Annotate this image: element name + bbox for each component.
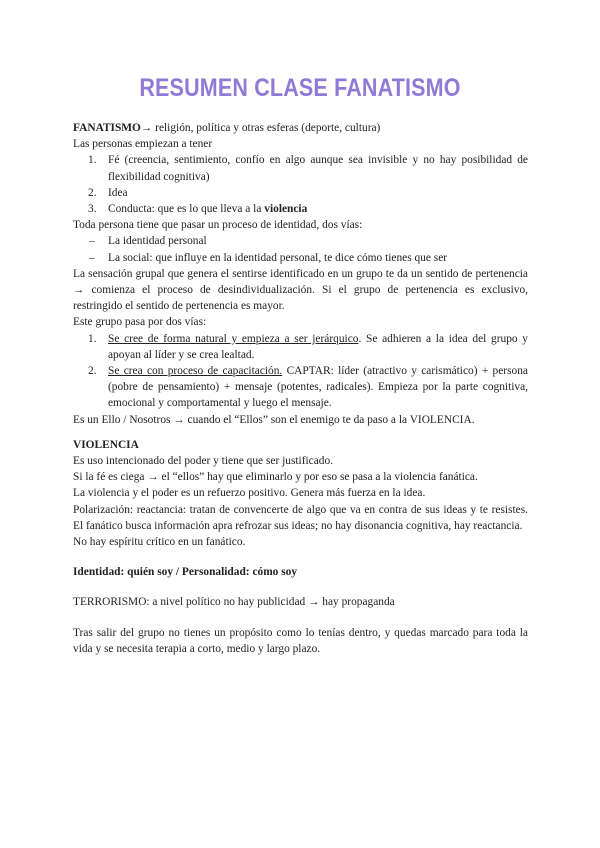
- violencia-heading: [73, 437, 528, 453]
- ello-line: Es un Ello / Nosotros → cuando el “Ellos” son el enemigo te da paso a la VIOLENCIA.: [73, 413, 475, 426]
- list-item: [73, 201, 528, 217]
- violencia-line: Si la fé es ciega → el “ellos” hay que eliminarlo y por eso se pasa a la violencia fanática.: [73, 471, 478, 484]
- terrorism-line: TERRORISMO: a nivel político no hay publicidad → hay propaganda: [73, 596, 395, 609]
- fanatism-list: [73, 152, 528, 217]
- list-number: 2.: [88, 186, 97, 199]
- list-item: [73, 185, 528, 201]
- list-text-underlined: Se cree de forma natural y empieza a ser jerárquico: [108, 332, 359, 345]
- list-item: – La social: que influye en la identidad personal, te dice cómo tienes que ser: [89, 251, 448, 264]
- page-title: RESUMEN CLASE FANATISMO: [139, 74, 461, 102]
- identity-personality-text: Identidad: quién soy / Personalidad: cómo soy: [73, 566, 298, 579]
- list-text: . Se adhieren a la idea del grupo y apoyan al líder y se crea lealtad.: [108, 332, 528, 361]
- list-item: – La identidad personal: [89, 235, 207, 248]
- list-number: 2.: [88, 365, 97, 378]
- fanatismo-term: FANATISMO: [73, 122, 141, 134]
- list-text: Conducta: que es lo que lleva a la: [108, 203, 265, 216]
- violencia-line: Es uso intencionado del poder y tiene que ser justificado.: [73, 455, 334, 468]
- list-number: 1.: [88, 332, 97, 345]
- identity-line: Toda persona tiene que pasar un proceso de identidad, dos vías:: [73, 219, 363, 232]
- polarization-paragraph: Polarización: reactancia: tratan de convencerte de algo que va en contra de sus ideas y te resistes. El fanático busca información apra refrozar sus ideas; no hay disonancia cognitiva, hay reactancia.: [73, 503, 528, 532]
- identity-personality-line: [73, 564, 528, 580]
- violencia-last-line: No hay espíritu crítico en un fanático.: [73, 536, 246, 549]
- fanatismo-definition: → religión, política y otras esferas (deporte, cultura): [140, 122, 381, 134]
- violencia-line: La violencia y el poder es un refuerzo positivo. Genera más fuerza en la idea.: [73, 487, 426, 500]
- list-number: 3.: [88, 203, 97, 216]
- list-item: [73, 331, 528, 363]
- violencia-heading-text: VIOLENCIA: [73, 438, 139, 451]
- group-line: Este grupo pasa por dos vías:: [73, 316, 207, 329]
- identity-list: [73, 233, 528, 265]
- group-list: [73, 331, 528, 412]
- list-text-underlined: Se crea con proceso de capacitación.: [108, 365, 283, 378]
- final-paragraph: Tras salir del grupo no tienes un propósito como lo tenías dentro, y quedas marcado para toda la vida y se necesita terapia a corto, medio y largo plazo.: [73, 626, 528, 655]
- list-text-bold: violencia: [264, 203, 308, 216]
- list-text: Fé (creencia, sentimiento, confío en algo aunque sea invisible y no hay posibilidad de flexibilidad cognitiva): [108, 154, 528, 183]
- list-item: [73, 152, 528, 184]
- list-number: 1.: [88, 154, 97, 167]
- list-text: La social: que influye en la identidad personal, te dice cómo tienes que ser: [108, 251, 448, 264]
- group-paragraph: La sensación grupal que genera el sentirse identificado en un grupo te da un sentido de pertenencia → comienza el proceso de desindividualización. Si el grupo de pertenencia es exclusivo, restringido el sentido de pertenencia es mayor.: [73, 267, 528, 313]
- list-text: La identidad personal: [108, 235, 207, 248]
- list-text: CAPTAR: líder (atractivo y carismático) + persona (pobre de pensamiento) + mensaje (potentes, radicales). Empieza por la parte cognitiva, emocional y comportamental y luego el mensaje.: [108, 365, 528, 410]
- document-body: [73, 120, 528, 657]
- list-text: Idea: [108, 186, 128, 199]
- fanatismo-line: [73, 120, 528, 136]
- intro-line: Las personas empiezan a tener: [73, 138, 213, 151]
- list-item: [73, 363, 528, 412]
